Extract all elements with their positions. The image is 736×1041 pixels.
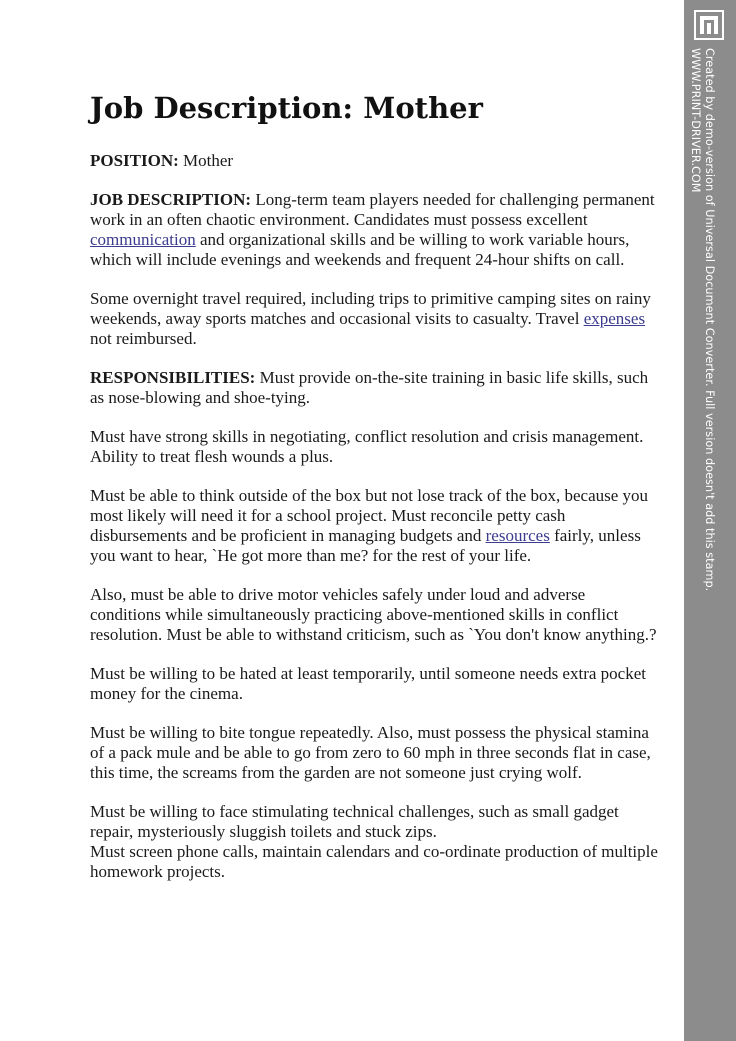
position-paragraph (90, 151, 658, 171)
responsibilities-text: Must provide on-the-site training in basic life skills, such as nose-blowing and shoe-tying. (90, 368, 649, 407)
travel-text-1: Some overnight travel required, including trips to primitive camping sites on rainy weekends, away sports matches and occasional visits to casualty. Travel (90, 289, 651, 328)
job-description-text-1: Long-term team players needed for challenging permanent work in an often chaotic environment. Candidates must possess excellent (90, 190, 655, 229)
box-text-1: Must be able to think outside of the box but not lose track of the box, because you most likely will need it for a school project. Must reconcile petty cash disbursements and be proficient in managing budgets and (90, 486, 649, 545)
tongue-paragraph: Must be willing to bite tongue repeatedly. Also, must possess the physical stamina of a pack mule and be able to go from zero to 60 mph in three seconds flat in case, this time, the screams from the garden are not someone just crying wolf. (90, 723, 651, 782)
document-body (90, 90, 658, 901)
box-text-2: fairly, unless you want to hear, `He got more than me? for the rest of your life. (90, 526, 641, 565)
resources-link[interactable]: resources (485, 526, 550, 545)
converter-stamp-text (688, 48, 716, 591)
drive-paragraph: Also, must be able to drive motor vehicles safely under loud and adverse conditions while simultaneously practicing above-mentioned skills in conflict resolution. Must be able to withstand criticism, such as `You don't know anything.? (90, 585, 657, 644)
communication-link[interactable]: communication (90, 230, 196, 249)
job-description-paragraph (90, 190, 658, 270)
phone-paragraph: Must screen phone calls, maintain calendars and co-ordinate production of multiple homework projects. (90, 842, 658, 881)
position-label: POSITION: (90, 151, 179, 170)
responsibilities-label: RESPONSIBILITIES: (90, 368, 256, 387)
hated-paragraph: Must be willing to be hated at least temporarily, until someone needs extra pocket money for the cinema. (90, 664, 646, 703)
tech-paragraph: Must be willing to face stimulating technical challenges, such as small gadget repair, mysteriously sluggish toilets and stuck zips. (90, 802, 619, 841)
printer-logo-icon (694, 10, 724, 40)
negotiation-paragraph: Must have strong skills in negotiating, conflict resolution and crisis management. Ability to treat flesh wounds a plus. (90, 427, 644, 466)
responsibilities-paragraph (90, 368, 658, 408)
box-paragraph (90, 486, 658, 566)
page-title: Job Description: Mother (90, 91, 483, 125)
travel-paragraph (90, 289, 658, 349)
travel-text-2: not reimbursed. (90, 329, 197, 348)
stamp-line-2: WWW.PRINT-DRIVER.COM (689, 48, 702, 193)
position-value: Mother (183, 151, 234, 170)
stamp-line-1: Created by demo-version of Universal Document Converter. Full version doesn't add this stamp. (703, 48, 716, 592)
converter-stamp-bar (684, 0, 736, 1041)
expenses-link[interactable]: expenses (583, 309, 646, 328)
job-description-label: JOB DESCRIPTION: (90, 190, 252, 209)
job-description-text-2: and organizational skills and be willing to work variable hours, which will include evenings and weekends and frequent 24-hour shifts on call. (90, 230, 630, 269)
